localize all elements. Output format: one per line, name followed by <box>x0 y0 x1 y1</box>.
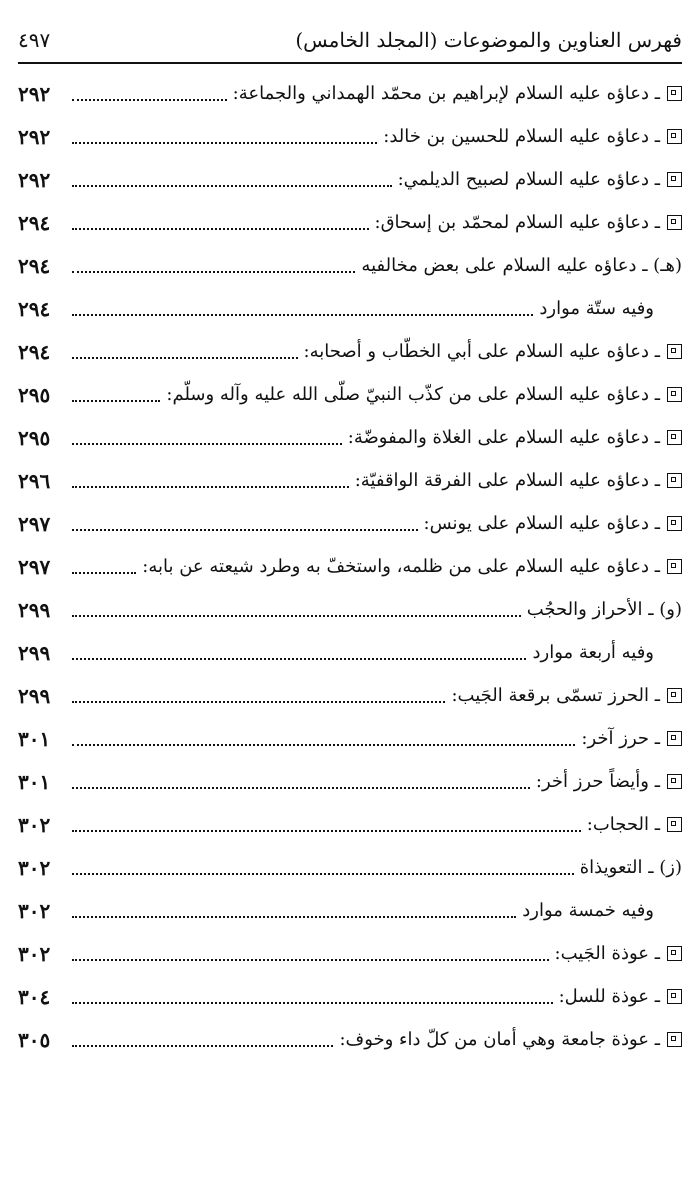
dot-leader <box>72 959 549 961</box>
dot-leader <box>72 830 581 832</box>
entry-title: (هـ) ـ دعاؤه عليه السلام على بعض مخالفيه <box>361 255 682 276</box>
entry-title: ـ عوذة جامعة وهي أمان من كلّ داء وخوف: <box>339 1029 660 1050</box>
square-bullet-icon <box>667 946 682 961</box>
square-bullet-icon <box>667 215 682 230</box>
square-bullet-icon <box>667 430 682 445</box>
dot-leader <box>72 443 342 445</box>
toc-entry <box>18 201 682 244</box>
dot-leader <box>72 873 574 875</box>
dot-leader <box>72 916 516 918</box>
page-header <box>18 20 682 60</box>
toc-subheading <box>18 889 682 932</box>
entry-title: ـ دعاؤه عليه السلام لصبيح الديلمي: <box>397 169 660 190</box>
dot-leader <box>72 615 521 617</box>
toc-entry <box>18 72 682 115</box>
toc-entry <box>18 975 682 1018</box>
toc-section-heading <box>18 244 682 287</box>
dot-leader <box>72 787 530 789</box>
toc-entry <box>18 674 682 717</box>
table-of-contents <box>18 72 682 1061</box>
toc-entry <box>18 416 682 459</box>
entry-page-number: ٢٩٤ <box>18 210 51 235</box>
entry-title: ـ دعاؤه عليه السلام للحسين بن خالد: <box>383 126 660 147</box>
page-number: ٤٩٧ <box>18 28 51 52</box>
toc-entry <box>18 932 682 975</box>
dot-leader <box>72 744 575 746</box>
entry-title: ـ دعاؤه عليه السلام لإبراهيم بن محمّد الهمداني والجماعة: <box>232 83 660 104</box>
entry-page-number: ٣٠٢ <box>18 941 51 966</box>
dot-leader <box>72 357 298 359</box>
square-bullet-icon <box>667 86 682 101</box>
square-bullet-icon <box>667 688 682 703</box>
dot-leader <box>72 314 533 316</box>
square-bullet-icon <box>667 516 682 531</box>
entry-page-number: ٢٩٢ <box>18 167 51 192</box>
entry-page-number: ٣٠١ <box>18 726 51 751</box>
entry-page-number: ٢٩٢ <box>18 81 51 106</box>
square-bullet-icon <box>667 473 682 488</box>
toc-entry <box>18 803 682 846</box>
entry-title: ـ دعاؤه عليه السلام على الغلاة والمفوضّة: <box>347 427 660 448</box>
entry-title: ـ الحجاب: <box>586 814 660 835</box>
entry-title: وفيه أربعة موارد <box>532 642 654 663</box>
entry-page-number: ٣٠٢ <box>18 898 51 923</box>
entry-page-number: ٢٩٩ <box>18 597 51 622</box>
header-divider <box>18 62 682 64</box>
toc-subheading <box>18 287 682 330</box>
entry-page-number: ٢٩٥ <box>18 382 51 407</box>
entry-page-number: ٢٩٦ <box>18 468 51 493</box>
square-bullet-icon <box>667 387 682 402</box>
entry-title: ـ حرز آخر: <box>581 728 660 749</box>
entry-title: ـ دعاؤه عليه السلام على من ظلمه، واستخفّ به وطرد شيعته عن بابه: <box>142 556 660 577</box>
square-bullet-icon <box>667 344 682 359</box>
entry-page-number: ٢٩٩ <box>18 683 51 708</box>
toc-section-heading <box>18 588 682 631</box>
entry-page-number: ٢٩٤ <box>18 296 51 321</box>
toc-entry <box>18 502 682 545</box>
entry-page-number: ٢٩٩ <box>18 640 51 665</box>
toc-section-heading <box>18 846 682 889</box>
toc-entry <box>18 459 682 502</box>
entry-page-number: ٣٠٥ <box>18 1027 51 1052</box>
entry-page-number: ٣٠٢ <box>18 855 51 880</box>
square-bullet-icon <box>667 989 682 1004</box>
dot-leader <box>72 99 227 101</box>
square-bullet-icon <box>667 559 682 574</box>
dot-leader <box>72 701 445 703</box>
entry-title: ـ دعاؤه عليه السلام على من كذّب النبيّ صلّى الله عليه وآله وسلّم: <box>166 384 660 405</box>
square-bullet-icon <box>667 1032 682 1047</box>
entry-page-number: ٢٩٢ <box>18 124 51 149</box>
entry-title: ـ دعاؤه عليه السلام على الفرقة الواقفيّة: <box>354 470 660 491</box>
toc-entry <box>18 158 682 201</box>
entry-page-number: ٢٩٧ <box>18 554 51 579</box>
entry-title: ـ الحرز تسمّى برقعة الجَيب: <box>451 685 660 706</box>
square-bullet-icon <box>667 817 682 832</box>
square-bullet-icon <box>667 129 682 144</box>
dot-leader <box>72 658 526 660</box>
entry-page-number: ٢٩٤ <box>18 253 51 278</box>
entry-page-number: ٢٩٧ <box>18 511 51 536</box>
dot-leader <box>72 1002 553 1004</box>
dot-leader <box>72 228 369 230</box>
square-bullet-icon <box>667 731 682 746</box>
dot-leader <box>72 185 392 187</box>
entry-title: ـ دعاؤه عليه السلام على يونس: <box>423 513 660 534</box>
entry-title: ـ دعاؤه عليه السلام لمحمّد بن إسحاق: <box>374 212 660 233</box>
entry-title: (و) ـ الأحراز والحجُب <box>526 599 682 620</box>
dot-leader <box>72 142 377 144</box>
entry-page-number: ٣٠٢ <box>18 812 51 837</box>
entry-page-number: ٣٠٤ <box>18 984 51 1009</box>
entry-title: ـ وأيضاً حرز أخر: <box>535 771 660 792</box>
entry-title: ـ دعاؤه عليه السلام على أبي الخطّاب و أصحابه: <box>303 341 660 362</box>
entry-title: وفيه خمسة موارد <box>522 900 654 921</box>
entry-title: (ز) ـ التعويذاة <box>579 857 682 878</box>
toc-subheading <box>18 631 682 674</box>
dot-leader <box>72 572 136 574</box>
toc-entry <box>18 115 682 158</box>
dot-leader <box>72 529 418 531</box>
dot-leader <box>72 271 355 273</box>
entry-title: ـ عوذة الجَيب: <box>554 943 660 964</box>
entry-title: وفيه ستّة موارد <box>539 298 654 319</box>
entry-title: ـ عوذة للسل: <box>558 986 660 1007</box>
running-title: فهرس العناوين والموضوعات (المجلد الخامس) <box>295 28 682 52</box>
dot-leader <box>72 1045 333 1047</box>
toc-entry <box>18 373 682 416</box>
square-bullet-icon <box>667 774 682 789</box>
toc-entry <box>18 760 682 803</box>
toc-entry <box>18 545 682 588</box>
dot-leader <box>72 400 160 402</box>
toc-entry <box>18 330 682 373</box>
toc-entry <box>18 1018 682 1061</box>
toc-entry <box>18 717 682 760</box>
square-bullet-icon <box>667 172 682 187</box>
entry-page-number: ٢٩٤ <box>18 339 51 364</box>
dot-leader <box>72 486 349 488</box>
entry-page-number: ٢٩٥ <box>18 425 51 450</box>
entry-page-number: ٣٠١ <box>18 769 51 794</box>
